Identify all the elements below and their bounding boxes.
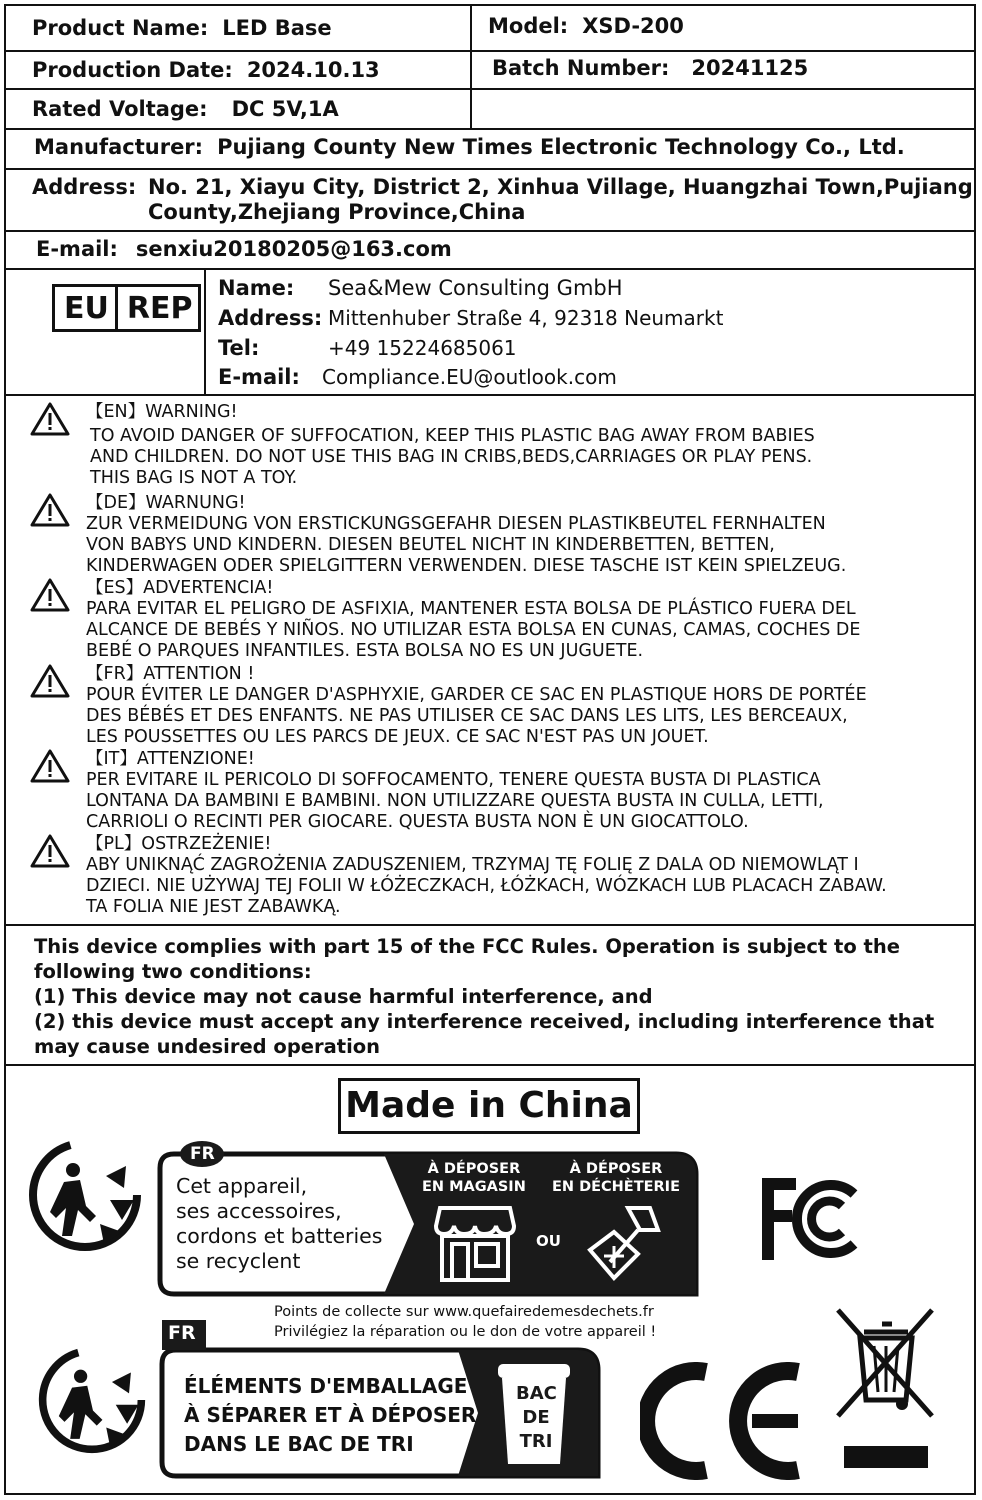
warning-triangle-icon (30, 578, 70, 612)
row-voltage (6, 90, 974, 130)
triman-device-panel (156, 1140, 700, 1298)
manufacturer: Manufacturer: Pujiang County New Times Electronic Technology Co., Ltd. (34, 135, 905, 159)
triman-recycling-icon (26, 1136, 144, 1254)
fcc-statement-section (6, 926, 974, 1066)
production-date: Production Date: 2024.10.13 (32, 58, 380, 82)
warning-triangle-icon (30, 834, 70, 868)
warning-triangle-icon (30, 664, 70, 698)
row-email (6, 232, 974, 270)
row-eu-rep (6, 270, 974, 396)
fr-badge: FR (168, 1322, 196, 1344)
row-product-model (6, 6, 974, 52)
eu-rep-tel: Tel: +49 15224685061 (218, 336, 517, 360)
fr-badge: FR (190, 1144, 215, 1164)
eu-rep-email: E-mail: Compliance.EU@outlook.com (218, 365, 617, 389)
warning-triangle-icon (30, 402, 70, 436)
collection-note: Points de collecte sur www.quefairedemesdechets.fr (274, 1304, 654, 1320)
or-label: OU (536, 1232, 561, 1250)
triman-packaging-panel (158, 1318, 604, 1482)
packaging-text: ÉLÉMENTS D'EMBALLAGE À SÉPARER ET À DÉPOSER DANS LE BAC DE TRI (184, 1374, 477, 1456)
dump-icon (580, 1202, 664, 1286)
made-in-china-box: Made in China (338, 1078, 640, 1134)
device-recycle-text: Cet appareil, ses accessoires, cordons et batteries se recyclent (176, 1174, 383, 1273)
row-date-batch (6, 52, 974, 90)
weee-crossed-bin-icon (834, 1308, 938, 1472)
row-address: Address: No. 21, Xiayu City, District 2, Xinhua Village, Huangzhai Town,Pujiang County,Zhejiang Province,China (6, 170, 974, 232)
fcc-statement: This device complies with part 15 of the FCC Rules. Operation is subject to the following two conditions: (1) This device may not cause harmful interference, and (2) this device must accept any interference received, including interference that may cause undesired operation (34, 935, 935, 1058)
manufacturer-email: E-mail: senxiu20180205@163.com (36, 237, 452, 261)
option-store: À DÉPOSER EN MAGASIN (422, 1161, 526, 1195)
eu-rep-address: Address: Mittenhuber Straße 4, 92318 Neumarkt (218, 306, 724, 330)
batch-number: Batch Number: 20241125 (492, 56, 809, 80)
warning-triangle-icon (30, 493, 70, 527)
warning-triangle-icon (30, 749, 70, 783)
eu-rep-badge: EU REP (52, 284, 201, 332)
ce-mark-icon (640, 1362, 810, 1480)
triman-recycling-icon (36, 1344, 148, 1456)
warnings-section: 【EN】WARNING! TO AVOID DANGER OF SUFFOCATION, KEEP THIS PLASTIC BAG AWAY FROM BABIES AND CHILDREN. DO NOT USE THIS BAG IN CRIBS,BEDS,CARRIAGES OR PLAY PENS. THIS BAG IS NOT A TOY. 【DE】WARNUNG! ZUR VERMEIDUNG VON ERSTICKUNGSGEFAHR DIESEN PLASTIKBEUTEL FERNHALTEN VON BABYS UND KINDERN. DIESEN BEUTEL NICHT IN KINDERBETTEN, BETTEN, KINDERWAGEN ODER SPIELGITTERN VERWENDEN. DIESE TASCHE IST KEIN SPIELZEUG. 【ES】ADVERTENCIA! PARA EVITAR EL PELIGRO DE ASFIXIA, MANTENER ESTA BOLSA DE PLÁSTICO FUERA DEL ALCANCE DE BEBÉS Y NIÑOS. NO UTILIZAR ESTA BOLSA EN CUNAS, CAMAS, COCHES DE BEBÉ O PARQUES INFANTILES. ESTA BOLSA NO ES UN JUGUETE. 【FR】ATTENTION ! POUR ÉVITER LE DANGER D'ASPHYXIE, GARDER CE SAC EN PLASTIQUE HORS DE PORTÉE DES BÉBÉS ET DES ENFANTS. NE PAS UTILISER CE SAC DANS LES LITS, LES BERCEAUX, LES POUSSETTES OU LES PARCS DE JEUX. CE SAC N'EST PAS UN JOUET. 【IT】ATTENZIONE! PER EVITARE IL PERICOLO DI SOFFOCAMENTO, TENERE QUESTA BUSTA DI PLASTICA LONTANA DA BAMBINI E BAMBINI. NON UTILIZZARE QUESTA BUSTA IN CULLA, LETTI, CARRIOLI O RECINTI PER GIOCARE. QUESTA BUSTA NON È UN GIOCATTOLO. 【PL】OSTRZEŻENIE! ABY UNIKNĄĆ ZAGROŻENIA ZADUSZENIEM, TRZYMAJ TĘ FOLIĘ Z DALA OD NIEMOWLĄT I DZIECI. NIE UŻYWAJ TEJ FOLII W ŁÓŻECZKACH, ŁÓŻKACH, WÓZKACH LUB PLACACH ZABAW. TA FOLIA NIE JEST ZABAWKĄ. (6, 396, 974, 926)
fcc-logo-icon (758, 1174, 862, 1264)
shop-icon (434, 1204, 516, 1286)
rated-voltage: Rated Voltage: DC 5V,1A (32, 97, 339, 121)
bin-label: BAC DE TRI (516, 1383, 557, 1452)
product-name: Product Name: LED Base (32, 16, 332, 40)
eu-rep-name: Name: Sea&Mew Consulting GmbH (218, 276, 623, 300)
option-dump: À DÉPOSER EN DÉCHÈTERIE (552, 1161, 680, 1195)
repair-note: Privilégiez la réparation ou le don de votre appareil ! (274, 1324, 657, 1340)
row-manufacturer (6, 130, 974, 170)
model: Model: XSD-200 (488, 14, 684, 38)
